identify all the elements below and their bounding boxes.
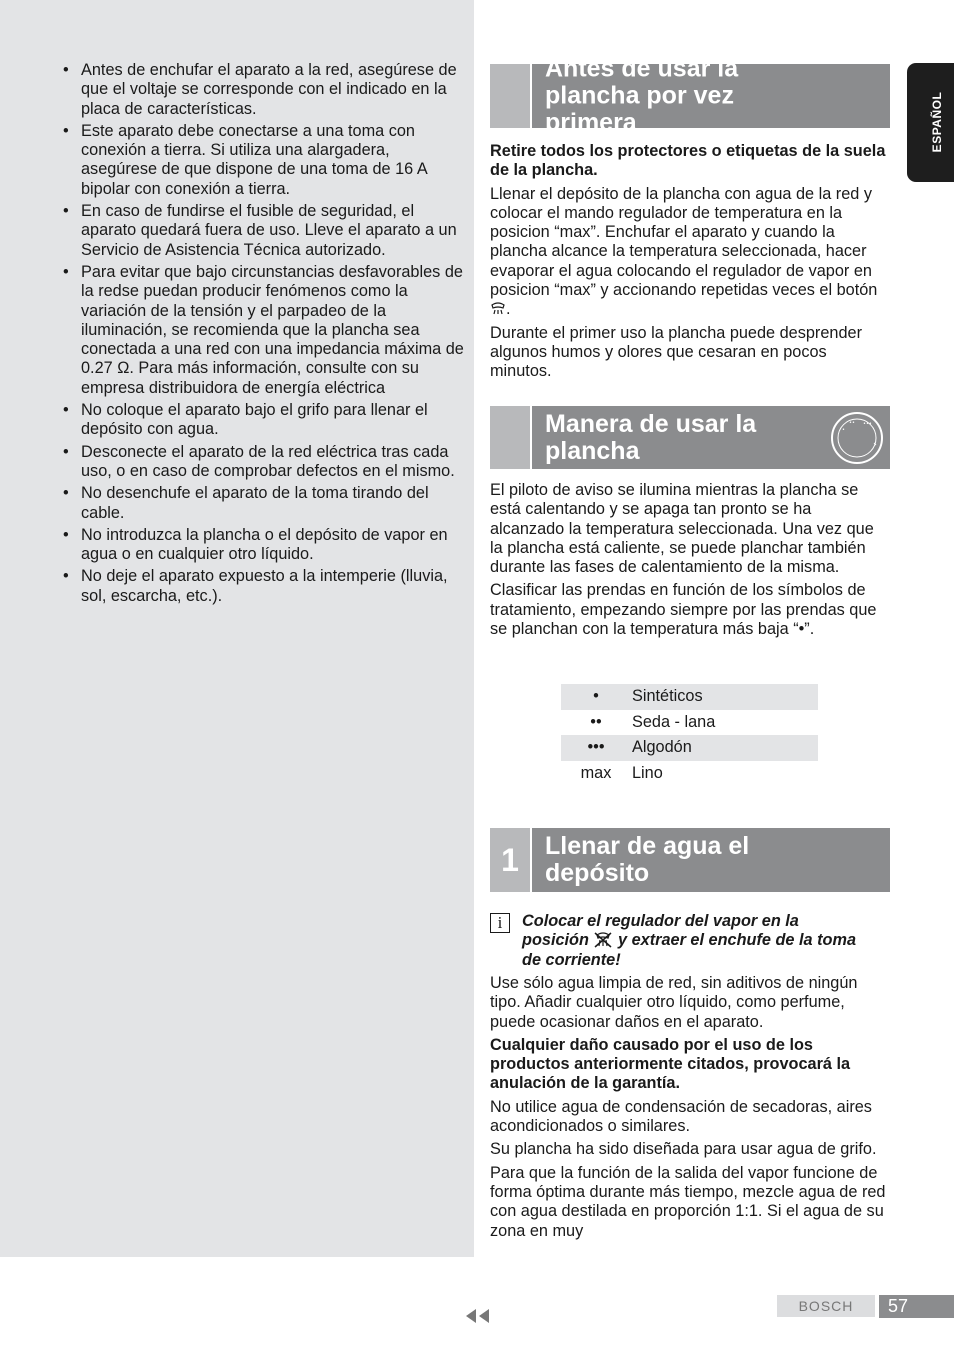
table-row: ••• Algodón xyxy=(561,735,818,761)
paragraph: Su plancha ha sido diseñada para usar agua de grifo. xyxy=(490,1140,877,1159)
paragraph: Durante el primer uso la plancha puede desprender algunos humos y olores que cesaran en pocos minutos. xyxy=(490,323,862,381)
table-row: max Lino xyxy=(580,763,663,782)
steam-shot-icon xyxy=(490,300,506,316)
section-header-fill-tank xyxy=(490,828,890,892)
left-panel xyxy=(0,0,474,1257)
page-number: 57 xyxy=(879,1295,954,1318)
language-tab xyxy=(907,63,954,182)
back-arrows-icon[interactable] xyxy=(463,1308,491,1324)
list-item: • Para evitar que bajo circunstancias desfavorables de la redse puedan producir fenómenos como la variación de la tensión y el parpadeo de la iluminación, se recomienda que la plancha sea conectada a una red con una impedancia máxima de 0.27 Ω. Para más información, consulte con su empresa distribuidora de energía eléctrica xyxy=(62,263,464,398)
safety-bullet-list xyxy=(62,61,464,609)
section-tab xyxy=(490,406,532,469)
section-body-fill-tank xyxy=(490,974,890,1245)
list-item: • En caso de fundirse el fusible de seguridad, el aparato quedará fuera de uso. Lleve el aparato a un Servicio de Asistencia Técnica autorizado. xyxy=(62,202,464,260)
section-body-how-to-use xyxy=(490,481,890,643)
list-item: • No deje el aparato expuesto a la intemperie (lluvia, sol, escarcha, etc.). xyxy=(62,567,464,606)
list-item: • No desenchufe el aparato de la toma tirando del cable. xyxy=(62,484,464,523)
section-title: Antes de usar la plancha por vez primera xyxy=(545,54,739,137)
paragraph: Llenar el depósito de la plancha con agua de la red y colocar el mando regulador de temperatura en la posicion “max”. Enchufar el aparato y cuando la plancha alcance la temperatura seleccionada, hacer evaporar el agua colocando el regulador de vapor en posicion “max” y accionando repetidas veces el botón . xyxy=(490,184,878,319)
temperature-table xyxy=(561,684,818,786)
paragraph: Clasificar las prendas en función de los símbolos de tratamiento, empezando siempre por las prendas que se planchan con la temperatura más baja “•”. xyxy=(490,581,877,639)
section-header-how-to-use xyxy=(490,406,890,469)
section-title: Manera de usar la plancha xyxy=(545,409,757,465)
brand-label: BOSCH xyxy=(777,1295,875,1317)
paragraph: No utilice agua de condensación de secadoras, aires acondicionados o similares. xyxy=(490,1097,872,1136)
list-item: • No coloque el aparato bajo el grifo para llenar el depósito con agua. xyxy=(62,401,464,440)
section-title: Llenar de agua el depósito xyxy=(545,832,750,887)
list-item: • No introduzca la plancha o el depósito de vapor en agua o en cualquier otro líquido. xyxy=(62,526,464,565)
step-number: 1 xyxy=(490,828,532,892)
section-header-first-use xyxy=(490,54,890,137)
no-steam-icon xyxy=(593,931,613,948)
section-tab xyxy=(490,64,532,128)
bold-instruction: Retire todos los protectores o etiquetas de la suela de la plancha. xyxy=(490,142,886,180)
paragraph: Use sólo agua limpia de red, sin aditivos de ningún tipo. Añadir cualquier otro líquido, como perfume, puede ocasionar daños en el aparato. xyxy=(490,974,858,1031)
list-item: • Este aparato debe conectarse a una toma con conexión a tierra. Si utiliza una alargadera, asegúrese de que dispone de una toma de 16 A bipolar con conexión a tierra. xyxy=(62,122,464,199)
paragraph: El piloto de aviso se ilumina mientras la plancha se está calentando y se apaga tan pronto se ha alcanzado la temperatura seleccionada. Una vez que la plancha está caliente, se puede planchar también durante las fases de calentamiento de la misma. xyxy=(490,481,874,577)
paragraph: Para que la función de la salida del vapor funcione de forma óptima durante más tiempo, mezcle agua de red con agua destilada en proporción 1:1. Si el agua de su zona en muy xyxy=(490,1163,886,1240)
temperature-dial-icon xyxy=(830,411,884,465)
section-body-first-use xyxy=(490,142,890,386)
list-item: • Antes de enchufar el aparato a la red, asegúrese de que el voltaje se corresponde con el indicado en la placa de características. xyxy=(62,61,464,119)
list-item: • Desconecte el aparato de la red eléctrica tras cada uso, o en caso de comprobar defectos en el mismo. xyxy=(62,443,464,482)
svg-text:•: • xyxy=(842,427,845,433)
info-icon: i xyxy=(490,913,510,933)
table-row: •• Seda - lana xyxy=(590,712,716,731)
svg-text:•••: ••• xyxy=(863,421,872,427)
table-row: • Sintéticos xyxy=(561,684,818,710)
note-text: Colocar el regulador del vapor en la posición y extraer el enchufe de la toma de corriente! xyxy=(522,912,857,969)
svg-text:••: •• xyxy=(849,420,855,426)
warranty-warning: Cualquier daño causado por el uso de los productos anteriormente citados, provocará la anulación de la garantía. xyxy=(490,1035,851,1093)
language-label: ESPAÑOL xyxy=(930,91,944,153)
